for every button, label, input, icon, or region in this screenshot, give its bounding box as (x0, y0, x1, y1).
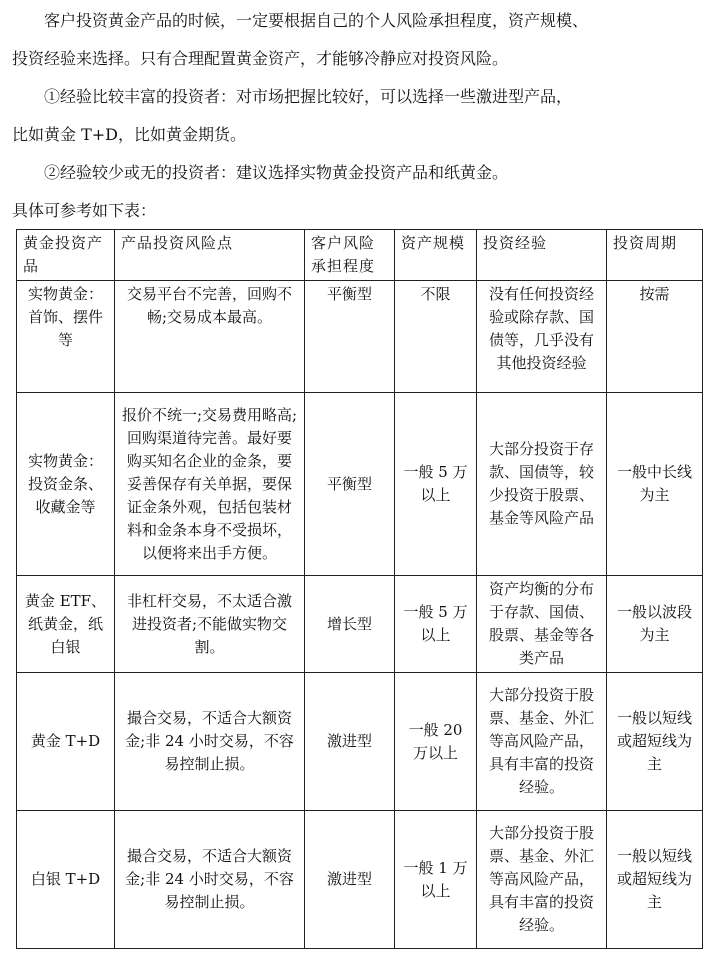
table-row (17, 281, 703, 393)
cell-asset-size: 一般 5 万以上 (395, 393, 477, 576)
cell-asset-size: 一般 5 万以上 (395, 576, 477, 673)
cell-risk-points: 非杠杆交易，不太适合激进投资者;不能做实物交割。 (115, 576, 305, 673)
cell-asset-size: 一般 1 万以上 (395, 811, 477, 949)
cell-risk-tolerance: 激进型 (305, 673, 395, 811)
cell-risk-tolerance: 平衡型 (305, 281, 395, 393)
table-row (17, 576, 703, 673)
cell-experience: 大部分投资于存款、国债等，较少投资于股票、基金等风险产品 (477, 393, 607, 576)
header-experience: 投资经验 (477, 230, 607, 281)
cell-period: 一般以波段为主 (607, 576, 703, 673)
header-product: 黄金投资产品 (17, 230, 115, 281)
cell-experience: 没有任何投资经验或除存款、国债等，几乎没有其他投资经验 (477, 281, 607, 393)
intro-paragraph-1-line-1: 客户投资黄金产品的时候，一定要根据自己的个人风险承担程度，资产规模、 (44, 11, 589, 30)
cell-period: 一般以短线或超短线为主 (607, 811, 703, 949)
cell-risk-tolerance: 平衡型 (305, 393, 395, 576)
table-row (17, 673, 703, 811)
gold-investment-table (16, 229, 703, 949)
table-row (17, 811, 703, 949)
header-risk-tolerance: 客户风险承担程度 (305, 230, 395, 281)
header-period: 投资周期 (607, 230, 703, 281)
cell-product: 黄金 ETF、纸黄金，纸白银 (17, 576, 115, 673)
cell-experience: 大部分投资于股票、基金、外汇等高风险产品，具有丰富的投资经验。 (477, 673, 607, 811)
cell-product: 实物黄金：首饰、摆件等 (17, 281, 115, 393)
cell-experience: 资产均衡的分布于存款、国债、股票、基金等各类产品 (477, 576, 607, 673)
header-asset-size: 资产规模 (395, 230, 477, 281)
cell-risk-points: 报价不统一;交易费用略高;回购渠道待完善。最好要购买知名企业的金条，要妥善保存有关单据，要保证金条外观，包括包装材料和金条本身不受损坏，以便将来出手方便。 (115, 393, 305, 576)
cell-risk-points: 撮合交易，不适合大额资金;非 24 小时交易，不容易控制止损。 (115, 811, 305, 949)
cell-asset-size: 不限 (395, 281, 477, 393)
cell-product: 白银 T+D (17, 811, 115, 949)
cell-risk-tolerance: 增长型 (305, 576, 395, 673)
intro-paragraph-4: 具体可参考如下表： (12, 201, 157, 220)
table-header-row (17, 230, 703, 281)
cell-period: 一般中长线为主 (607, 393, 703, 576)
cell-period: 按需 (607, 281, 703, 393)
header-risk-points: 产品投资风险点 (115, 230, 305, 281)
intro-paragraph-2-line-1: ①经验比较丰富的投资者：对市场把握比较好，可以选择一些激进型产品， (44, 87, 573, 106)
intro-paragraph-3: ②经验较少或无的投资者：建议选择实物黄金投资产品和纸黄金。 (44, 163, 509, 182)
cell-risk-tolerance: 激进型 (305, 811, 395, 949)
cell-asset-size: 一般 20 万以上 (395, 673, 477, 811)
cell-experience: 大部分投资于股票、基金、外汇等高风险产品，具有丰富的投资经验。 (477, 811, 607, 949)
cell-period: 一般以短线或超短线为主 (607, 673, 703, 811)
table-row (17, 393, 703, 576)
intro-paragraph-1-line-2: 投资经验来选择。只有合理配置黄金资产，才能够冷静应对投资风险。 (12, 49, 509, 68)
cell-product: 黄金 T+D (17, 673, 115, 811)
intro-paragraph-2-line-2: 比如黄金 T+D，比如黄金期货。 (12, 125, 246, 144)
cell-risk-points: 交易平台不完善，回购不畅;交易成本最高。 (115, 281, 305, 393)
cell-risk-points: 撮合交易，不适合大额资金;非 24 小时交易，不容易控制止损。 (115, 673, 305, 811)
cell-product: 实物黄金：投资金条、收藏金等 (17, 393, 115, 576)
